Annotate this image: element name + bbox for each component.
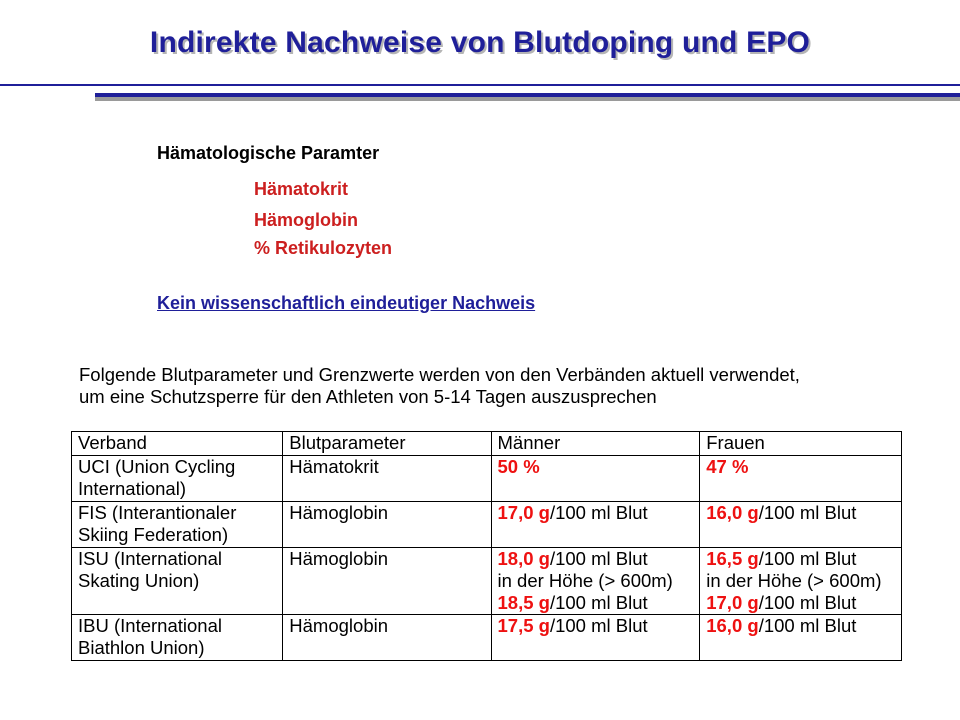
verband-line: FIS (Interantionaler xyxy=(78,502,237,523)
intro-line-2: um eine Schutzsperre für den Athleten von 5-14 Tagen auszusprechen xyxy=(79,386,657,407)
cell-frauen xyxy=(700,456,902,502)
table-row xyxy=(72,615,902,661)
cell-frauen xyxy=(700,502,902,548)
parameter-retikulozyten: % Retikulozyten xyxy=(254,238,393,258)
no-proof-link[interactable]: Kein wissenschaftlich eindeutiger Nachweis xyxy=(157,293,536,313)
verband-line: ISU (International xyxy=(78,548,222,569)
cell-verband xyxy=(72,502,283,548)
cell-parameter: Hämoglobin xyxy=(283,615,491,661)
parameter-haemoglobin: Hämoglobin xyxy=(254,210,358,230)
limit-value: 17,0 g xyxy=(497,502,550,523)
intro-line-1: Folgende Blutparameter und Grenzwerte werden von den Verbänden aktuell verwendet, xyxy=(79,364,800,385)
verband-line: Biathlon Union) xyxy=(78,637,205,658)
limit-value: 17,0 g xyxy=(706,592,759,613)
altitude-note: in der Höhe (> 600m) xyxy=(497,570,673,591)
limit-value: 16,0 g xyxy=(706,502,759,523)
limit-unit: /100 ml Blut xyxy=(758,615,857,636)
cell-verband xyxy=(72,615,283,661)
cell-verband xyxy=(72,456,283,502)
cell-maenner xyxy=(491,456,700,502)
limit-unit: /100 ml Blut xyxy=(758,502,857,523)
intro-text xyxy=(79,364,800,408)
table-row xyxy=(72,456,902,502)
parameter-haematokrit: Hämatokrit xyxy=(254,179,349,199)
limit-value: 18,5 g xyxy=(497,592,550,613)
verband-line: UCI (Union Cycling xyxy=(78,456,236,477)
limit-unit: /100 ml Blut xyxy=(758,548,857,569)
header-blutparameter: Blutparameter xyxy=(283,432,491,456)
verband-line: IBU (International xyxy=(78,615,222,636)
slide-title: Indirekte Nachweise von Blutdoping und EPO xyxy=(149,26,811,59)
verband-line: Skating Union) xyxy=(78,570,200,591)
cell-parameter: Hämoglobin xyxy=(283,548,491,615)
cell-maenner xyxy=(491,548,700,615)
header-frauen: Frauen xyxy=(700,432,902,456)
cell-frauen xyxy=(700,548,902,615)
limit-value: 16,5 g xyxy=(706,548,759,569)
cell-maenner xyxy=(491,615,700,661)
thresholds-table xyxy=(71,431,902,661)
title-divider-gray xyxy=(95,97,960,101)
limit-unit: /100 ml Blut xyxy=(758,592,857,613)
table-row xyxy=(72,502,902,548)
limit-value: 16,0 g xyxy=(706,615,759,636)
table-row xyxy=(72,548,902,615)
limit-unit: /100 ml Blut xyxy=(549,615,648,636)
cell-verband xyxy=(72,548,283,615)
verband-line: International) xyxy=(78,478,186,499)
table-header-row xyxy=(72,432,902,456)
limit-value: 50 % xyxy=(497,456,540,477)
cell-parameter: Hämoglobin xyxy=(283,502,491,548)
limit-value: 47 % xyxy=(706,456,749,477)
cell-maenner xyxy=(491,502,700,548)
header-verband: Verband xyxy=(72,432,283,456)
verband-line: Skiing Federation) xyxy=(78,524,229,545)
limit-value: 18,0 g xyxy=(497,548,550,569)
cell-frauen xyxy=(700,615,902,661)
limit-unit: /100 ml Blut xyxy=(549,548,648,569)
altitude-note: in der Höhe (> 600m) xyxy=(706,570,882,591)
header-maenner: Männer xyxy=(491,432,700,456)
parameters-heading: Hämatologische Paramter xyxy=(157,143,380,163)
limit-unit: /100 ml Blut xyxy=(549,592,648,613)
title-divider-thin xyxy=(0,84,960,86)
cell-parameter: Hämatokrit xyxy=(283,456,491,502)
limit-value: 17,5 g xyxy=(497,615,550,636)
limit-unit: /100 ml Blut xyxy=(549,502,648,523)
